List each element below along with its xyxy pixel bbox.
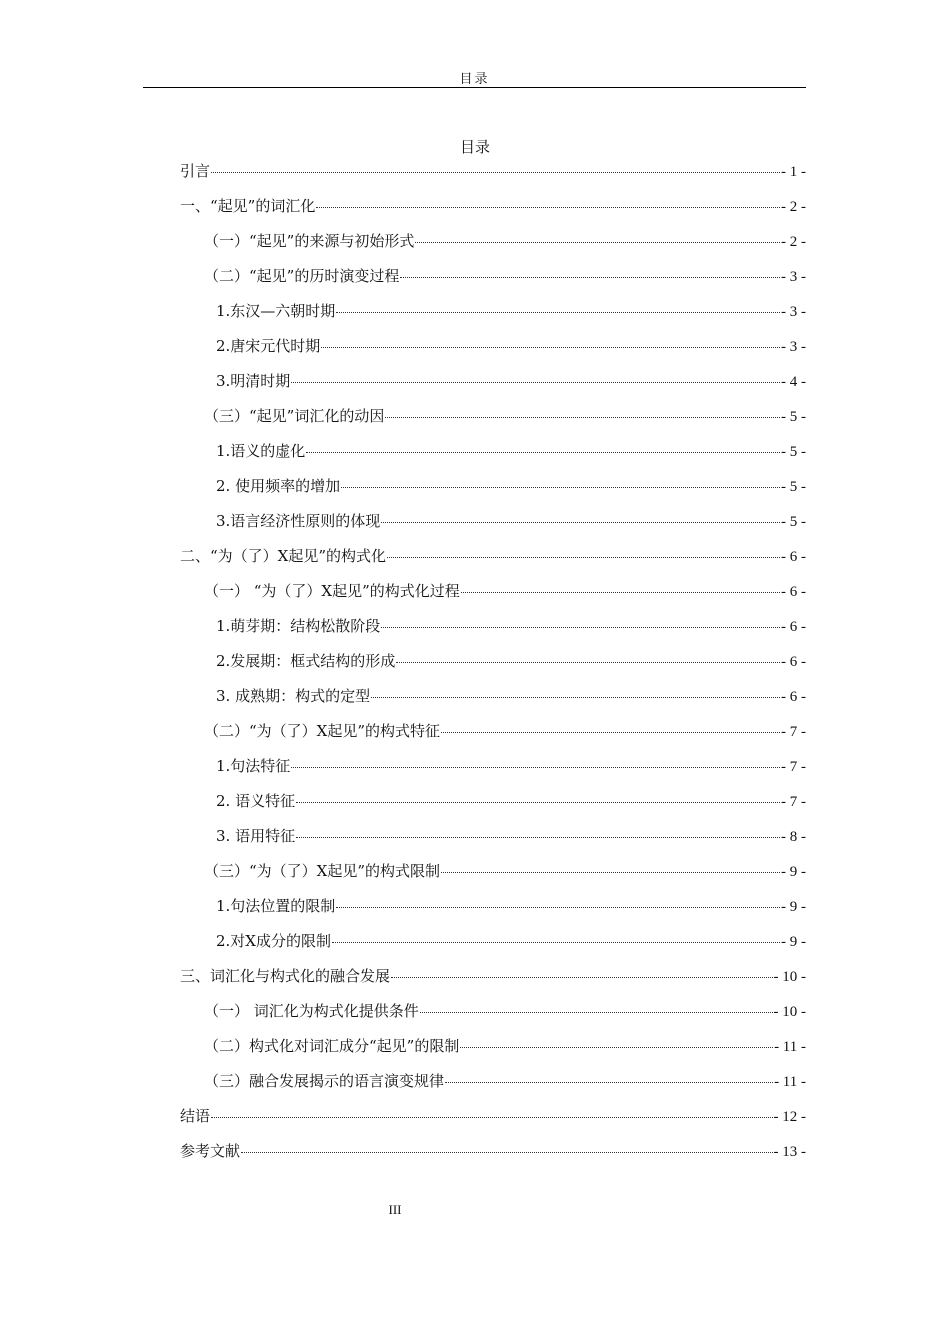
toc-entry-label: （三）“为（了）X起见”的构式限制 — [204, 862, 441, 880]
running-header-title: 目录 — [459, 72, 490, 87]
toc-entry-page-number: - 10 - — [773, 1004, 806, 1020]
toc-entry[interactable] — [180, 784, 806, 819]
toc-entry-page-number: - 7 - — [781, 724, 806, 740]
toc-entry[interactable] — [180, 224, 806, 259]
toc-entry-page-number: - 5 - — [781, 409, 806, 425]
toc-entry-page-number: - 13 - — [773, 1144, 806, 1160]
toc-dot-leader — [400, 276, 780, 278]
toc-entry-page-number: - 7 - — [781, 794, 806, 810]
toc-entry-label: 引言 — [180, 162, 211, 180]
toc-entry-page-number: - 6 - — [781, 549, 806, 565]
toc-dot-leader — [241, 1151, 772, 1153]
toc-entry[interactable] — [180, 644, 806, 679]
toc-dot-leader — [336, 906, 780, 908]
toc-entry[interactable] — [180, 994, 806, 1029]
toc-dot-leader — [391, 976, 772, 978]
toc-entry-page-number: - 2 - — [781, 234, 806, 250]
toc-entry-page-number: - 12 - — [773, 1109, 806, 1125]
toc-entry-label: 3.语言经济性原则的体现 — [216, 512, 381, 530]
toc-entry-page-number: - 2 - — [781, 199, 806, 215]
toc-dot-leader — [396, 661, 780, 663]
toc-entry-page-number: - 11 - — [774, 1039, 806, 1055]
toc-entry-page-number: - 8 - — [781, 829, 806, 845]
toc-entry-label: 1.句法位置的限制 — [216, 897, 336, 915]
toc-dot-leader — [296, 836, 780, 838]
toc-dot-leader — [387, 556, 780, 558]
toc-entry-label: （一） 词汇化为构式化提供条件 — [204, 1002, 419, 1020]
toc-entry-label: 参考文献 — [180, 1142, 241, 1160]
toc-entry-label: （一） “为（了）X起见”的构式化过程 — [204, 582, 460, 600]
toc-entry[interactable] — [180, 574, 806, 609]
toc-entry[interactable] — [180, 154, 806, 189]
toc-entry-label: （二）“为（了）X起见”的构式特征 — [204, 722, 441, 740]
toc-entry-page-number: - 3 - — [781, 339, 806, 355]
toc-dot-leader — [316, 206, 780, 208]
toc-entry[interactable] — [180, 819, 806, 854]
toc-entry-label: 1.萌芽期：结构松散阶段 — [216, 617, 381, 635]
toc-entry-page-number: - 6 - — [781, 619, 806, 635]
toc-entry-page-number: - 3 - — [781, 304, 806, 320]
toc-entry[interactable] — [180, 924, 806, 959]
footer-page-number: III — [388, 1202, 402, 1217]
toc-dot-leader — [381, 521, 780, 523]
toc-entry-label: 1.语义的虚化 — [216, 442, 306, 460]
toc-entry-label: （三）“起见”词汇化的动因 — [204, 407, 385, 425]
toc-entry[interactable] — [180, 889, 806, 924]
toc-entry[interactable] — [180, 189, 806, 224]
toc-dot-leader — [332, 941, 780, 943]
toc-entry-page-number: - 5 - — [781, 479, 806, 495]
toc-entry-page-number: - 5 - — [781, 514, 806, 530]
toc-entry-label: 2.唐宋元代时期 — [216, 337, 321, 355]
toc-entry-label: （三）融合发展揭示的语言演变规律 — [204, 1072, 445, 1090]
toc-entry-page-number: - 4 - — [781, 374, 806, 390]
toc-entry-page-number: - 5 - — [781, 444, 806, 460]
toc-entry-page-number: - 9 - — [781, 934, 806, 950]
toc-entry-page-number: - 11 - — [774, 1074, 806, 1090]
toc-entry-page-number: - 3 - — [781, 269, 806, 285]
toc-dot-leader — [291, 381, 780, 383]
toc-entry-label: （二）构式化对词汇成分“起见”的限制 — [204, 1037, 460, 1055]
toc-entry[interactable] — [180, 609, 806, 644]
toc-entry[interactable] — [180, 1134, 806, 1169]
toc-dot-leader — [371, 696, 780, 698]
toc-dot-leader — [321, 346, 780, 348]
toc-dot-leader — [445, 1081, 773, 1083]
toc-entry[interactable] — [180, 749, 806, 784]
toc-entry-page-number: - 6 - — [781, 654, 806, 670]
toc-entry-label: 三、词汇化与构式化的融合发展 — [180, 967, 391, 985]
toc-entry[interactable] — [180, 259, 806, 294]
toc-entry-label: 2.对X成分的限制 — [216, 932, 331, 950]
toc-dot-leader — [336, 311, 780, 313]
toc-entry-label: 3. 成熟期：构式的定型 — [216, 687, 371, 705]
toc-entry-label: 3.明清时期 — [216, 372, 291, 390]
toc-dot-leader — [296, 801, 780, 803]
toc-entry[interactable] — [180, 539, 806, 574]
toc-dot-leader — [460, 1046, 773, 1048]
toc-dot-leader — [306, 451, 780, 453]
toc-dot-leader — [415, 241, 780, 243]
toc-entry[interactable] — [180, 504, 806, 539]
toc-entry-label: 2.发展期：框式结构的形成 — [216, 652, 396, 670]
toc-entry-label: 二、“为（了）X起见”的构式化 — [180, 547, 387, 565]
toc-entry-label: 3. 语用特征 — [216, 827, 296, 845]
toc-entry-page-number: - 1 - — [781, 164, 806, 180]
toc-entry[interactable] — [180, 679, 806, 714]
toc-entry[interactable] — [180, 1099, 806, 1134]
toc-entry-label: （二）“起见”的历时演变过程 — [204, 267, 400, 285]
toc-entry-page-number: - 7 - — [781, 759, 806, 775]
toc-entry-label: 结语 — [180, 1107, 211, 1125]
toc-entry[interactable] — [180, 294, 806, 329]
toc-dot-leader — [341, 486, 780, 488]
toc-dot-leader — [381, 626, 780, 628]
toc-entry-page-number: - 9 - — [781, 899, 806, 915]
toc-entry-label: 2. 使用频率的增加 — [216, 477, 341, 495]
table-of-contents — [180, 154, 806, 1169]
toc-dot-leader — [441, 731, 780, 733]
toc-entry[interactable] — [180, 959, 806, 994]
toc-entry-label: 2. 语义特征 — [216, 792, 296, 810]
toc-entry[interactable] — [180, 434, 806, 469]
toc-entry-page-number: - 9 - — [781, 864, 806, 880]
toc-dot-leader — [211, 171, 780, 173]
toc-entry[interactable] — [180, 714, 806, 749]
toc-entry[interactable] — [180, 854, 806, 889]
toc-entry-label: 1.句法特征 — [216, 757, 291, 775]
toc-entry-page-number: - 10 - — [773, 969, 806, 985]
toc-entry-label: 1.东汉—六朝时期 — [216, 302, 336, 320]
toc-entry[interactable] — [180, 1064, 806, 1099]
toc-dot-leader — [441, 871, 780, 873]
toc-entry[interactable] — [180, 469, 806, 504]
toc-dot-leader — [291, 766, 780, 768]
toc-dot-leader — [461, 591, 780, 593]
toc-entry[interactable] — [180, 1029, 806, 1064]
toc-entry-page-number: - 6 - — [781, 689, 806, 705]
toc-title: 目录 — [459, 138, 490, 156]
toc-dot-leader — [385, 416, 780, 418]
toc-entry[interactable] — [180, 399, 806, 434]
toc-dot-leader — [211, 1116, 772, 1118]
toc-entry-label: 一、“起见”的词汇化 — [180, 197, 316, 215]
toc-entry[interactable] — [180, 329, 806, 364]
toc-entry[interactable] — [180, 364, 806, 399]
toc-dot-leader — [420, 1011, 773, 1013]
header-divider — [143, 87, 806, 88]
toc-entry-page-number: - 6 - — [781, 584, 806, 600]
toc-entry-label: （一）“起见”的来源与初始形式 — [204, 232, 415, 250]
